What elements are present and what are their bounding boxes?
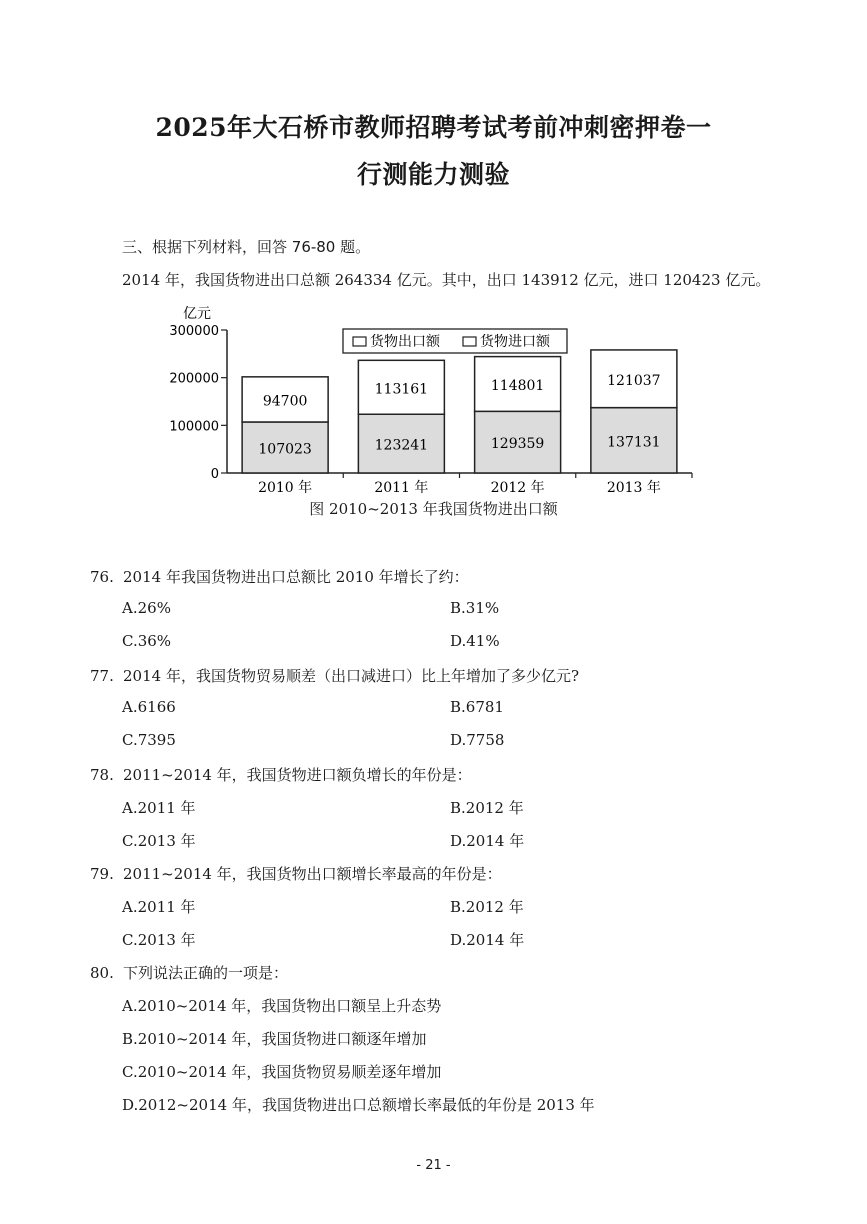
y-axis-label: 亿元 [183,306,211,322]
question-80 [90,962,288,983]
question-77 [90,665,579,686]
data-label-export: 137131 [607,434,661,451]
option-d[interactable]: D.41% [450,632,500,650]
page-number: - 21 - [416,1158,451,1173]
question-number: 77. [90,667,114,685]
option-c[interactable]: C.2010~2014 年，我国货物贸易顺差逐年增加 [122,1063,442,1081]
section-heading: 三、根据下列材料，回答 76-80 题。 [122,238,371,256]
question-number: 76. [90,568,114,586]
chart-caption: 图 2010~2013 年我国货物进出口额 [309,500,558,518]
x-tick-label: 2013 年 [606,480,661,496]
question-text: 2011~2014 年，我国货物出口额增长率最高的年份是： [123,865,502,883]
question-number: 79. [90,865,114,883]
option-b[interactable]: B.2010~2014 年，我国货物进口额逐年增加 [122,1030,427,1048]
option-a[interactable]: A.26% [122,599,171,617]
option-b[interactable]: B.31% [450,599,500,617]
y-tick-label: 300000 [169,324,219,339]
option-d[interactable]: D.2014 年 [450,832,525,850]
option-a[interactable]: A.2011 年 [122,898,196,916]
page-subtitle: 行测能力测验 [356,160,510,189]
question-text: 2011~2014 年，我国货物进口额负增长的年份是： [123,766,472,784]
x-tick-label: 2012 年 [490,480,545,496]
option-d[interactable]: D.7758 [450,731,505,749]
page-title: 2025年大石桥市教师招聘考试考前冲刺密押卷一 [155,113,712,142]
legend-swatch [353,337,366,346]
legend-label: 货物进口额 [480,334,550,350]
option-b[interactable]: B.6781 [450,698,504,716]
question-text: 2014 年，我国货物贸易顺差（出口减进口）比上年增加了多少亿元? [123,667,579,685]
question-text: 2014 年我国货物进出口总额比 2010 年增长了约： [123,568,469,586]
question-number: 78. [90,766,114,784]
option-d[interactable]: D.2012~2014 年，我国货物进出口总额增长率最低的年份是 2013 年 [122,1096,595,1114]
option-c[interactable]: C.2013 年 [122,931,196,949]
option-c[interactable]: C.7395 [122,731,176,749]
question-text: 下列说法正确的一项是： [123,964,289,982]
data-label-import: 113161 [374,381,429,398]
option-a[interactable]: A.2010~2014 年，我国货物出口额呈上升态势 [122,997,442,1015]
question-number: 80. [90,964,114,982]
x-tick-label: 2011 年 [374,480,429,496]
question-76 [90,566,469,587]
question-78 [90,764,472,785]
option-b[interactable]: B.2012 年 [450,898,524,916]
option-c[interactable]: C.2013 年 [122,832,196,850]
question-79 [90,863,502,884]
option-a[interactable]: A.6166 [122,698,176,716]
option-b[interactable]: B.2012 年 [450,799,524,817]
option-a[interactable]: A.2011 年 [122,799,196,817]
legend-label: 货物出口额 [370,334,440,350]
y-tick-label: 200000 [169,371,219,387]
data-label-export: 123241 [374,437,429,454]
material-intro: 2014 年，我国货物进出口总额 264334 亿元。其中，出口 143912 亿元，进口 120423 亿元。 [122,271,771,289]
data-label-import: 94700 [262,393,308,410]
trade-chart [150,302,710,498]
data-label-import: 114801 [490,377,545,394]
legend-swatch [463,337,476,346]
y-tick-label: 0 [210,467,219,482]
option-c[interactable]: C.36% [122,632,172,650]
data-label-export: 129359 [490,436,545,453]
option-d[interactable]: D.2014 年 [450,931,525,949]
data-label-export: 107023 [258,441,312,458]
x-tick-label: 2010 年 [258,480,313,496]
data-label-import: 121037 [607,372,661,389]
y-tick-label: 100000 [169,419,219,435]
